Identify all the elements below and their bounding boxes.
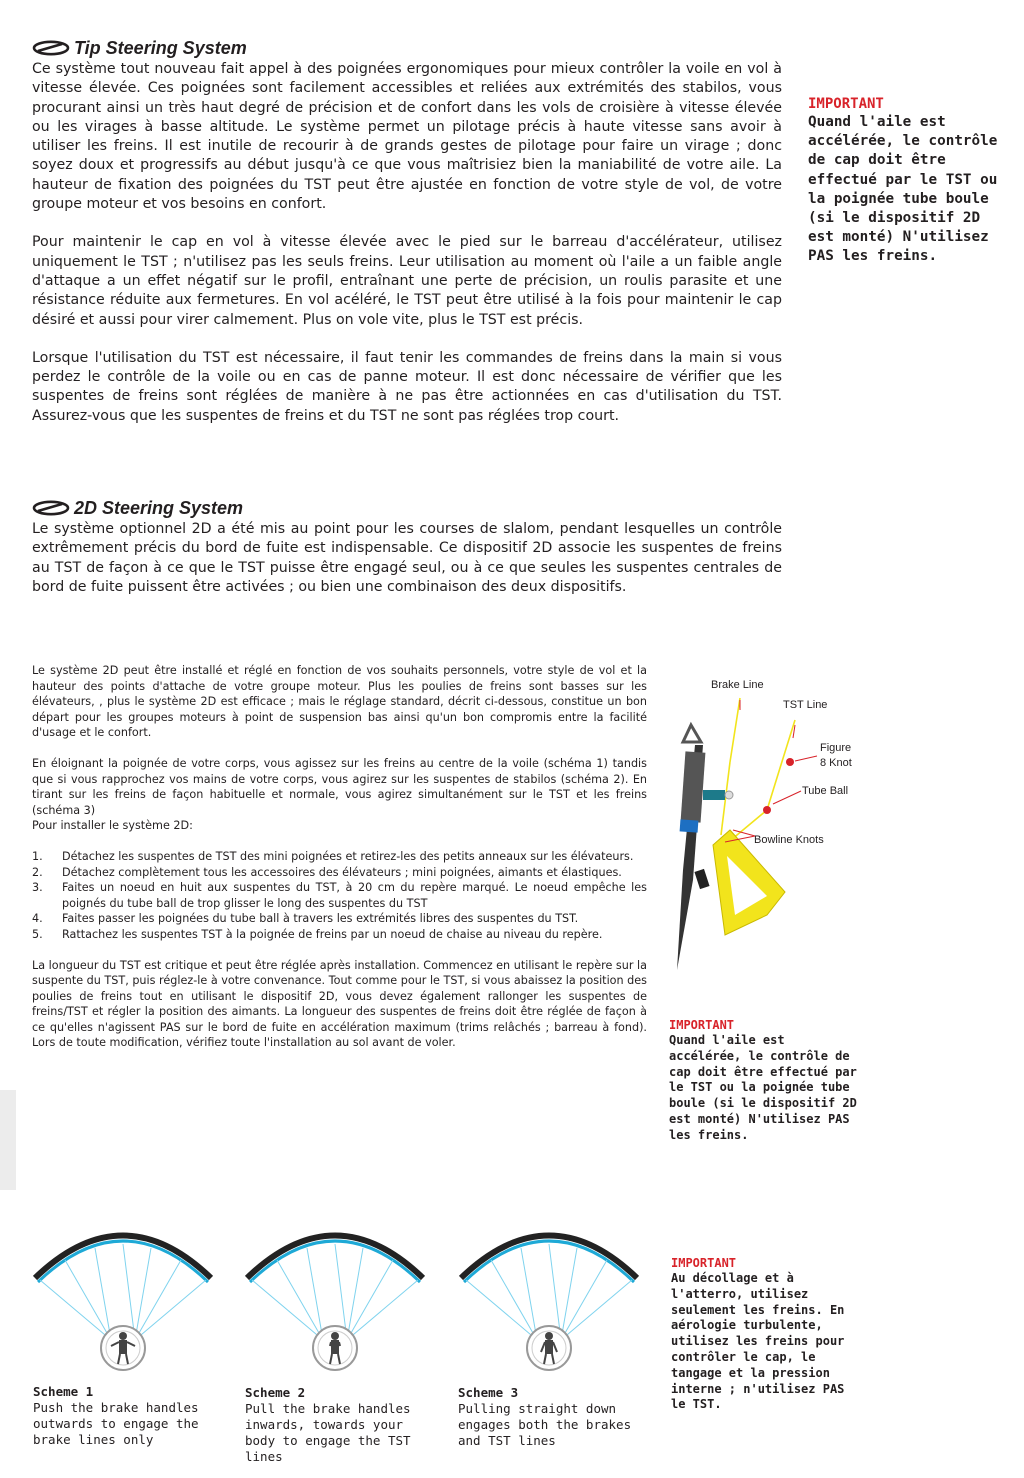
pilot-head (119, 1332, 127, 1340)
label-figure8-b: 8 Knot (820, 757, 852, 769)
important-title-1: IMPORTANT (808, 96, 884, 112)
suspension-line (40, 1280, 111, 1340)
tip-paragraph-1: Ce système tout nouveau fait appel à des poignées ergonomiques pour mieux contrôler la voile en vol à vitesse élevée. Ces poignées sont facilement accessibles et reliées aux extrémités des stabilos, vous procurant ainsi un très haut degré de précision et de confort dans les vols de croisière à vitesse élevée ou les virages à basse altitude. Le système permet un pilotage précis à haute vitesse sans avoir à utiliser les freins. Il est inutile de recourir à de grands gestes de pilotage pour faire un virage ; donc soyez doux et progressifs au début jusqu'à ce que vous maîtrisiez bien la maniabilité de votre aile. La hauteur de fixation des poignées du TST peut être ajustée en fonction de votre style de vol, de votre groupe moteur et vos besoins en confort. (32, 61, 782, 213)
ozone-logo-icon (32, 500, 70, 516)
label-tst-line: TST Line (783, 699, 828, 711)
tube-ball (763, 806, 771, 814)
scheme-2-text: Pull the brake handles inwards, towards your body to engage the TST lines (245, 1401, 411, 1464)
scheme-2-title: Scheme 2 (245, 1385, 306, 1400)
steering-2d-paragraph: Le système optionnel 2D a été mis au point pour les courses de slalom, pendant lesquelles un contrôle extrêmement précis du bord de fuite est indispensable. Ce dispositif 2D associe les suspentes de freins au TST de façon à ce que le TST puisse être engagé seul, ou à ce que seules les suspentes centrales de bord de fuite puissent être activées ; ou bien une combinaison des deux dispositifs. (32, 521, 782, 595)
label-figure8-a: Figure (820, 742, 852, 754)
suspension-line (135, 1280, 206, 1340)
tip-steering-heading (32, 38, 247, 58)
figure8-knot (786, 758, 794, 766)
install-closing: La longueur du TST est critique et peut être réglée après installation. Commencez en utilisant le repère sur la suspente du TST, puis réglez-le à votre convenance. Tout comme pour le TST, si vous abaissez la position des poulies de freins tout en utilisant le dispositif 2D, vous devez également rallonger les suspentes de freins/TST et régler la position des aimants. La longueur des suspentes de freins doit être réglée de façon à ce qu'elles n'agissent PAS sur le bord de fuite en accélération maximum (trims relâchés ; barreau à fond). Lors de toute modification, vérifiez toute l'installation au sol avant de voler. (32, 958, 647, 1050)
suspension-line (347, 1280, 418, 1340)
tip-steering-title: Tip Steering System (74, 38, 247, 58)
pilot-body (331, 1340, 339, 1354)
ozone-logo-icon (32, 40, 70, 56)
important-box-3 (671, 1256, 861, 1413)
pilot-arm (330, 1342, 331, 1346)
scheme-1-text: Push the brake handles outwards to engage the brake lines only (33, 1400, 199, 1447)
install-step: 1. Détachez les suspentes de TST des mini poignées et retirez-les des petits anneaux sur les élévateurs. (32, 849, 634, 863)
install-step: 5. Rattachez les suspentes TST à la poignée de freins par un noeud de chaise au niveau du repère. (32, 927, 603, 941)
handle-magnet (694, 869, 709, 889)
label-tube-ball: Tube Ball (802, 785, 849, 797)
important-box-1 (808, 96, 1013, 267)
steering-2d-title: 2D Steering System (74, 498, 244, 518)
suspension-line (561, 1280, 632, 1340)
important-text-1: Quand l'aile est accélérée, le contrôle de cap doit être effectué par le TST ou la poignée tube boule (si le dispositif 2D est monté) N'utilisez PAS les freins. (808, 114, 998, 265)
brake-line (730, 698, 740, 762)
important-text-2: Quand l'aile est accélérée, le contrôle de cap doit être effectué par le TST ou la poignée tube boule (si le dispositif 2D est monté) N'utilisez PAS les freins. (669, 1033, 857, 1142)
label-bowline: Bowline Knots (754, 834, 824, 846)
pilot-arm (339, 1342, 340, 1346)
install-para-3: Pour installer le système 2D: (32, 819, 193, 833)
tip-steering-body (32, 60, 782, 426)
install-steps-list (32, 849, 647, 943)
schemes-svg (30, 1228, 650, 1388)
tip-paragraph-3: Lorsque l'utilisation du TST est nécessaire, il faut tenir les commandes de freins dans la main si vous perdez le contrôle de la voile ou en cas de panne moteur. Il est donc nécessaire de vérifier que les suspentes de freins sont réglées de manière à ne pas être actionnées en cas d'utilisation du TST. Assurez-vous que les suspentes de freins et du TST ne sont pas réglées trop court. (32, 349, 782, 424)
scheme-caption-1 (33, 1384, 218, 1448)
steering-2d-heading (32, 498, 243, 518)
important-box-2 (669, 1018, 859, 1144)
suspension-line (252, 1280, 323, 1340)
riser-webbing (681, 751, 706, 822)
scheme-caption-2 (245, 1385, 430, 1465)
pulley (703, 790, 725, 800)
important-text-3: Au décollage et à l'atterro, utilisez seulement les freins. En aérologie turbulente, utilisez les freins pour contrôler le cap, le tangage et la pression interne ; n'utilisez PAS le TST. (671, 1271, 845, 1412)
install-step: 3. Faites un noeud en huit aux suspentes du TST, à 20 cm du repère marqué. Le noeud empêche les poignés du tube ball de trop glisser le long des suspentes du TST (32, 881, 647, 910)
pulley-wheel (725, 791, 733, 799)
suspension-line (466, 1280, 537, 1340)
pilot-body (545, 1340, 553, 1354)
riser-label-tag (680, 819, 699, 832)
install-section (32, 663, 647, 1051)
pilot-body (119, 1340, 127, 1354)
install-step: 2. Détachez complètement tous les accessoires des élévateurs ; mini poignées, aimants et élastiques. (32, 865, 622, 879)
tst-line (731, 720, 795, 840)
install-step: 4. Faites passer les poignées du tube ball à travers les extrémités libres des suspentes du TST. (32, 912, 579, 926)
scheme-caption-3 (458, 1385, 643, 1449)
important-title-3: IMPORTANT (671, 1256, 737, 1270)
scheme-3-title: Scheme 3 (458, 1385, 519, 1400)
install-intro: Le système 2D peut être installé et réglé en fonction de vos souhaits personnels, votre style de vol et la hauteur des points d'attache de votre groupe moteur. Plus les poulies de freins sont basses sur les élévateurs, , plus le système 2D est efficace ; mais le réglage standard, décrit ci-dessous, constitue un bon départ pour les groupes moteurs à point de suspension bas ainsi qu'un bon compromis entre la facilité d'usage et le confort. (32, 664, 647, 740)
scheme-3-text: Pulling straight down engages both the brakes and TST lines (458, 1401, 632, 1448)
pilot-head (331, 1332, 339, 1340)
tip-paragraph-2: Pour maintenir le cap en vol à vitesse élevée avec le pied sur le barreau d'accélérateur, utilisez uniquement le TST ; n'utilisez pas les seuls freins. Leur utilisation au moment où l'aile a un faible angle d'attaque a un effet négatif sur le profil, entraînant une perte de précision, un roulis parasite et une résistance réduite aux fermetures. En vol acéléré, le TST peut être utilisé à la fois pour maintenir le cap désiré et aussi pour virer calmement. Plus on vole vite, plus le TST est précis. (32, 234, 782, 328)
install-para-2: En éloignant la poignée de votre corps, vous agissez sur les freins au centre de la voile (schéma 1) tandis que si vous rapprochez vos mains de votre corps, vous agirez sur les suspentes de stabilos (schéma 2). En tirant sur les freins de façon habituelle et normale, vous agirez simultanément sur le TST et les freins (schéma 3) (32, 756, 647, 817)
page-edge-marker (0, 1090, 16, 1190)
important-title-2: IMPORTANT (669, 1018, 735, 1032)
steering-2d-body (32, 520, 782, 597)
maillon (683, 725, 701, 742)
schemes-illustrations (30, 1228, 650, 1388)
pilot-head (545, 1332, 553, 1340)
scheme-1-title: Scheme 1 (33, 1384, 94, 1399)
riser-diagram (655, 670, 875, 1000)
label-brake-line: Brake Line (711, 679, 764, 691)
